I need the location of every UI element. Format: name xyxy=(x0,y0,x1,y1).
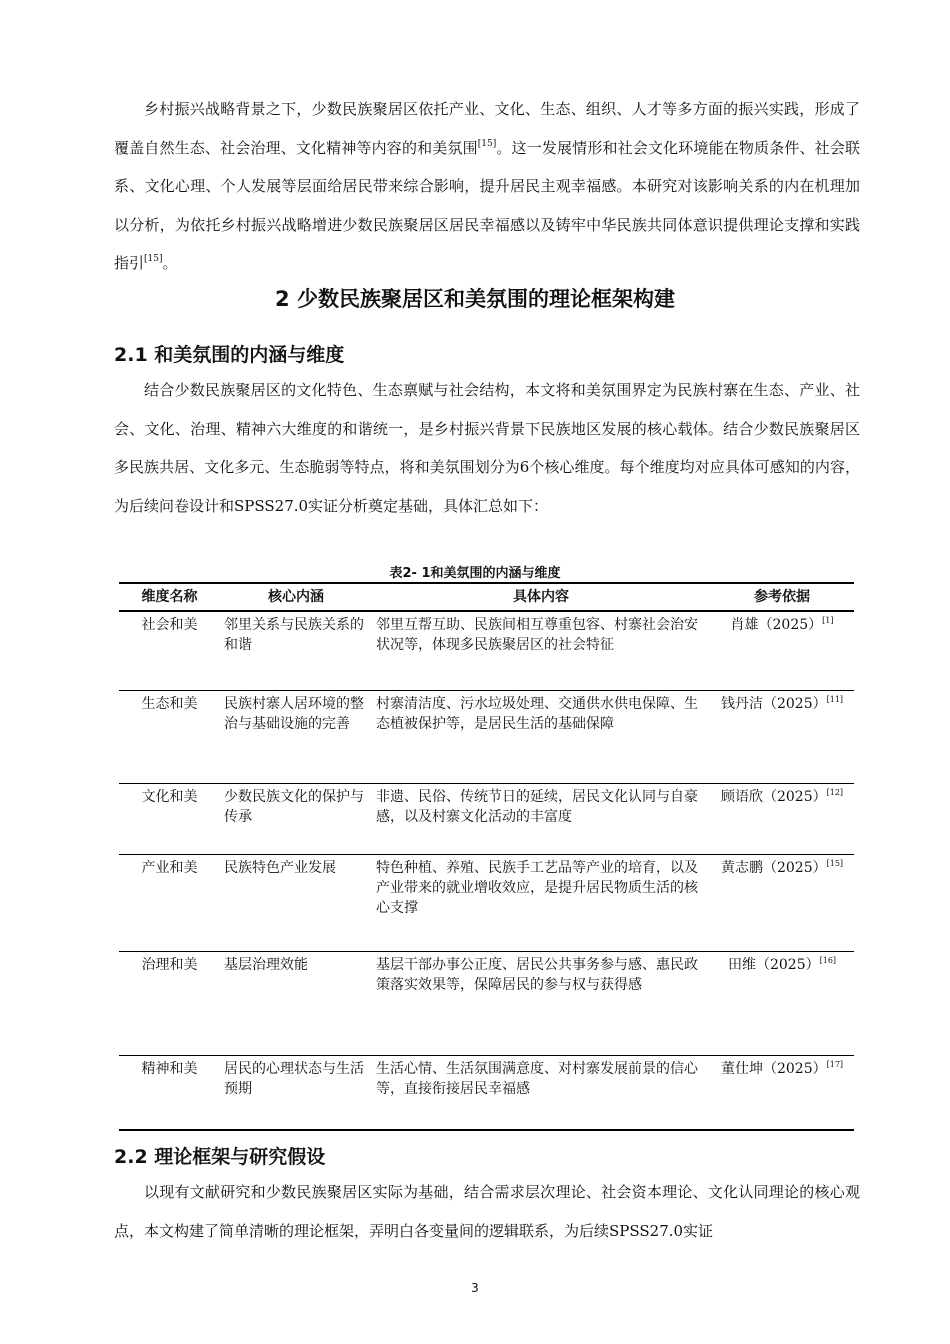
section-2-2-title: 2.2 理论框架与研究假设 xyxy=(114,1146,326,1168)
content-cell: 特色种植、养殖、民族手工艺品等产业的培育，以及产业带来的就业增收效应，是提升居民物质生活的核心支撑 xyxy=(372,854,710,951)
core-cell: 邻里关系与民族关系的和谐 xyxy=(220,611,372,690)
section-2-1-paragraph: 结合少数民族聚居区的文化特色、生态禀赋与社会结构，本文将和美氛围界定为民族村寨在生态、产业、社会、文化、治理、精神六大维度的和谐统一，是乡村振兴背景下民族地区发展的核心载体。结合少数民族聚居区多民族共居、文化多元、生态脆弱等特点，将和美氛围划分为6个核心维度。每个维度均对应具体可感知的内容，为后续问卷设计和SPSS27.0实证分析奠定基础，具体汇总如下： xyxy=(114,381,860,515)
section-2-1-title: 2.1 和美氛围的内涵与维度 xyxy=(114,344,345,366)
dimension-cell: 精神和美 xyxy=(119,1055,220,1130)
core-cell: 民族村寨人居环境的整治与基础设施的完善 xyxy=(220,690,372,783)
table-header-cell: 参考依据 xyxy=(710,583,854,611)
reference-cell: 钱丹洁（2025）[11] xyxy=(710,690,854,783)
table-row xyxy=(119,783,854,854)
intro-paragraph: 乡村振兴战略背景之下，少数民族聚居区依托产业、文化、生态、组织、人才等多方面的振兴实践，形成了覆盖自然生态、社会治理、文化精神等内容的和美氛围[15]。这一发展情形和社会文化环境能在物质条件、社会联系、文化心理、个人发展等层面给居民带来综合影响，提升居民主观幸福感。本研究对该影响关系的内在机理加以分析，为依托乡村振兴战略增进少数民族聚居区居民幸福感以及铸牢中华民族共同体意识提供理论支撑和实践指引[15]。 xyxy=(114,100,860,272)
citation: [15] xyxy=(826,858,844,868)
dimension-table xyxy=(119,582,854,1131)
table-row xyxy=(119,951,854,1055)
citation: [11] xyxy=(826,694,844,704)
content-cell: 生活心情、生活氛围满意度、对村寨发展前景的信心等，直接衔接居民幸福感 xyxy=(372,1055,710,1130)
table-header-row xyxy=(119,583,854,611)
section-2-2-paragraph: 以现有文献研究和少数民族聚居区实际为基础，结合需求层次理论、社会资本理论、文化认同理论的核心观点，本文构建了简单清晰的理论框架，弄明白各变量间的逻辑联系，为后续SPSS27.0实证 xyxy=(114,1183,860,1240)
table-row xyxy=(119,854,854,951)
content-cell: 村寨清洁度、污水垃圾处理、交通供水供电保障、生态植被保护等，是居民生活的基础保障 xyxy=(372,690,710,783)
dimension-cell: 文化和美 xyxy=(119,783,220,854)
citation: [15] xyxy=(144,254,163,264)
citation: [17] xyxy=(826,1059,844,1069)
table-header-cell: 具体内容 xyxy=(372,583,710,611)
content-cell: 基层干部办事公正度、居民公共事务参与感、惠民政策落实效果等，保障居民的参与权与获得感 xyxy=(372,951,710,1055)
dimension-cell: 生态和美 xyxy=(119,690,220,783)
core-cell: 基层治理效能 xyxy=(220,951,372,1055)
page-number: 3 xyxy=(471,1281,479,1295)
dimension-cell: 产业和美 xyxy=(119,854,220,951)
dimension-cell: 治理和美 xyxy=(119,951,220,1055)
table-header-cell: 核心内涵 xyxy=(220,583,372,611)
table-caption: 表2- 1和美氛围的内涵与维度 xyxy=(389,566,561,581)
dimension-cell: 社会和美 xyxy=(119,611,220,690)
core-cell: 民族特色产业发展 xyxy=(220,854,372,951)
core-cell: 居民的心理状态与生活预期 xyxy=(220,1055,372,1130)
table-row xyxy=(119,1055,854,1130)
content-cell: 非遗、民俗、传统节日的延续，居民文化认同与自豪感，以及村寨文化活动的丰富度 xyxy=(372,783,710,854)
reference-cell: 董仕坤（2025）[17] xyxy=(710,1055,854,1130)
citation: [12] xyxy=(826,787,844,797)
reference-cell: 田维（2025）[16] xyxy=(710,951,854,1055)
citation: [1] xyxy=(822,616,834,625)
content-cell: 邻里互帮互助、民族间相互尊重包容、村寨社会治安状况等，体现多民族聚居区的社会特征 xyxy=(372,611,710,690)
reference-cell: 顾语欣（2025）[12] xyxy=(710,783,854,854)
citation: [15] xyxy=(477,138,497,149)
core-cell: 少数民族文化的保护与传承 xyxy=(220,783,372,854)
table-row xyxy=(119,690,854,783)
table-row xyxy=(119,611,854,690)
reference-cell: 黄志鹏（2025）[15] xyxy=(710,854,854,951)
reference-cell: 肖雄（2025）[1] xyxy=(710,611,854,690)
section-2-title: 2 少数民族聚居区和美氛围的理论框架构建 xyxy=(275,287,675,311)
table-header-cell: 维度名称 xyxy=(119,583,220,611)
citation: [16] xyxy=(819,955,837,965)
